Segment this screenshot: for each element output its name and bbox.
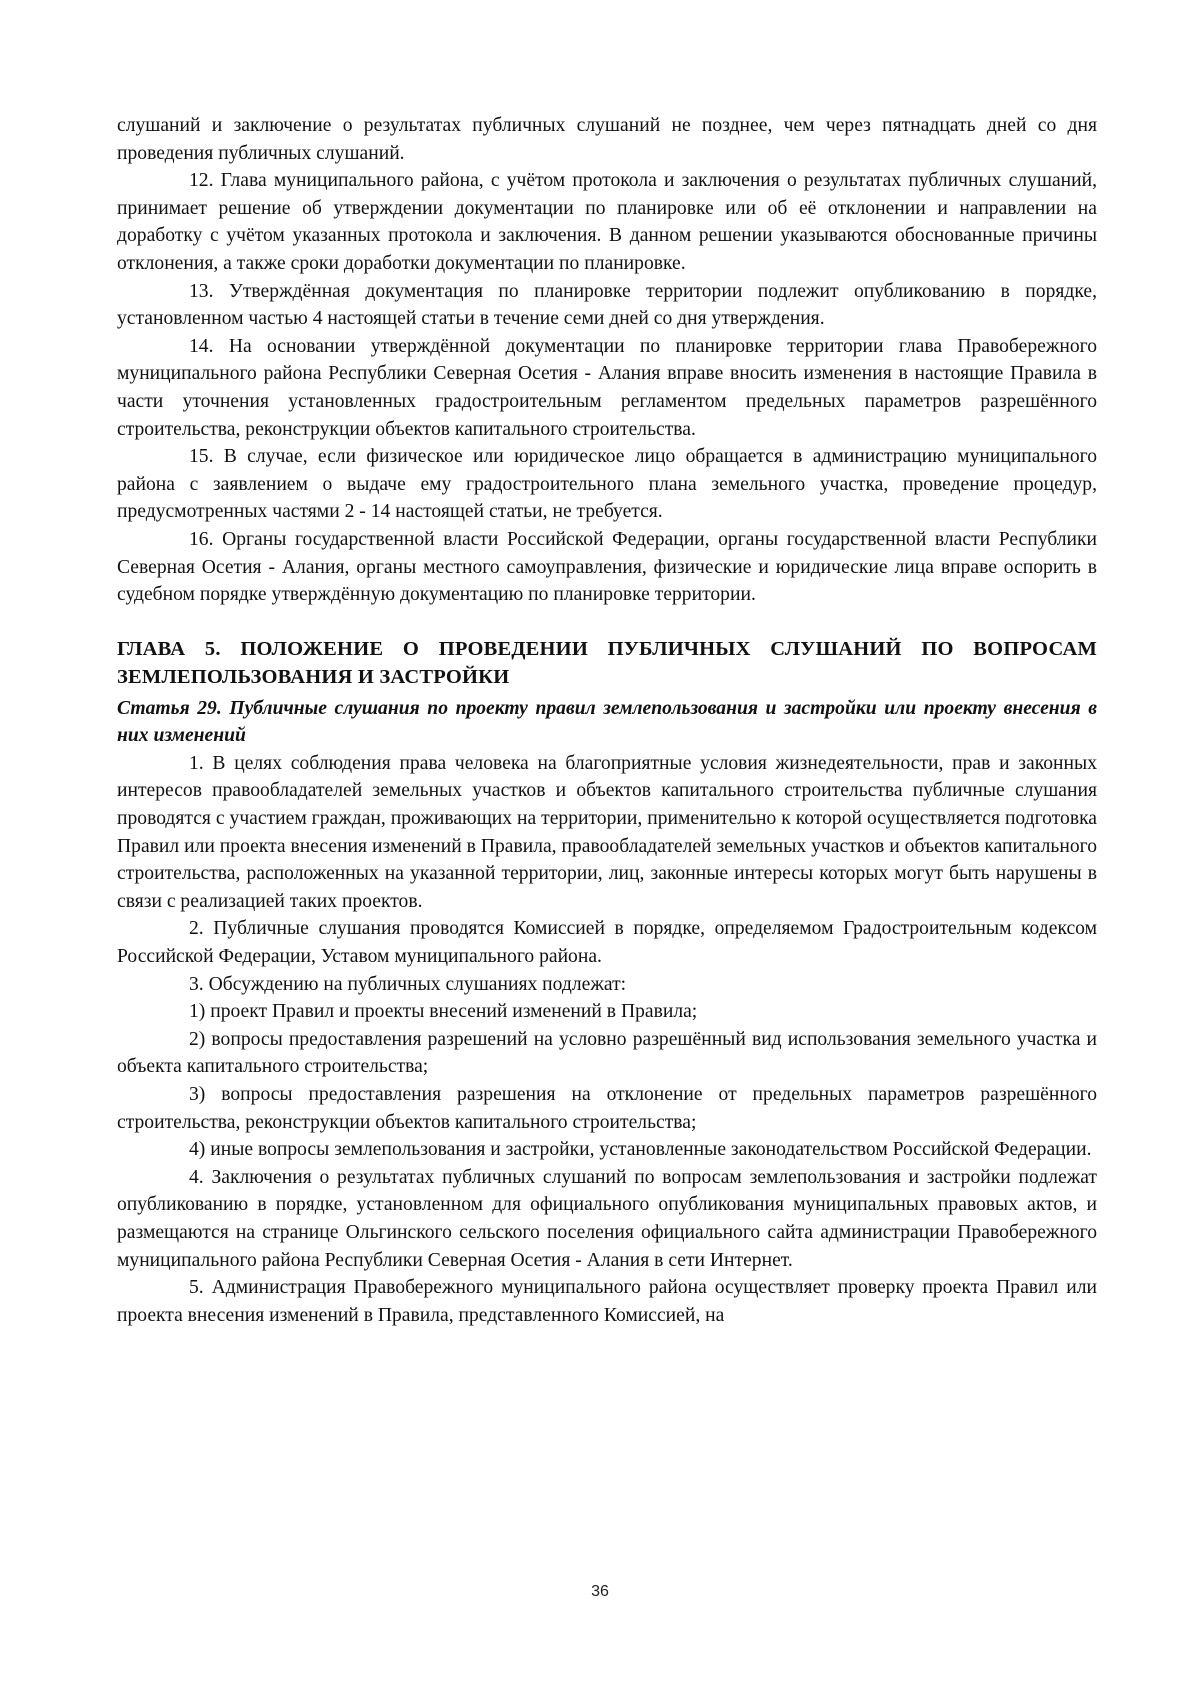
article-paragraph-4: 4. Заключения о результатах публичных слушаний по вопросам землепользования и застройки подлежат опубликованию в порядке, установленном для официального опубликования муниципальных правовых актов, и размещаются на странице Ольгинского сельского поселения официального сайта администрации Правобережного муниципального района Республики Северная Осетия - Алания в сети Интернет. — [117, 1166, 1097, 1271]
page-body — [117, 112, 1097, 1329]
list-item-2: 2) вопросы предоставления разрешений на условно разрешённый вид использования земельного участка и объекта капитального строительства; — [117, 1028, 1097, 1078]
lead-paragraph: слушаний и заключение о результатах публичных слушаний не позднее, чем через пятнадцать дней со дня проведения публичных слушаний. — [117, 115, 1097, 164]
page-number: 36 — [591, 1583, 609, 1600]
paragraph-13: 13. Утверждённая документация по планировке территории подлежит опубликованию в порядке, установленном частью 4 настоящей статьи в течение семи дней со дня утверждения. — [117, 280, 1097, 330]
list-item-3: 3) вопросы предоставления разрешения на отклонение от предельных параметров разрешённого строительства, реконструкции объектов капитального строительства; — [117, 1084, 1097, 1133]
paragraph-14: 14. На основании утверждённой документации по планировке территории глава Правобережного муниципального района Республики Северная Осетия - Алания вправе вносить изменения в настоящие Правила в части уточнения установленных градостроительным регламентом предельных параметров разрешённого строительства, реконструкции объектов капитального строительства. — [117, 335, 1097, 440]
list-item-4: 4) иные вопросы землепользования и застройки, установленные законодательством Российской Федерации. — [189, 1139, 1092, 1161]
article-paragraph-1: 1. В целях соблюдения права человека на благоприятные условия жизнедеятельности, прав и законных интересов правообладателей земельных участков и объектов капитального строительства публичные слушания проводятся с участием граждан, проживающих на территории, применительно к которой осуществляется подготовка Правил или проекта внесения изменений в Правила, правообладателей земельных участков и объектов капитального строительства, расположенных на указанной территории, лиц, законные интересы которых могут быть нарушены в связи с реализацией таких проектов. — [117, 752, 1097, 912]
article-heading: Статья 29. Публичные слушания по проекту правил землепользования и застройки или проекту внесения в них изменений — [117, 697, 1097, 747]
article-paragraph-2: 2. Публичные слушания проводятся Комиссией в порядке, определяемом Градостроительным кодексом Российской Федерации, Уставом муниципального района. — [117, 918, 1097, 968]
paragraph-12: 12. Глава муниципального района, с учётом протокола и заключения о результатах публичных слушаний, принимает решение об утверждении документации по планировке или об её отклонении и направлении на доработку с учётом указанных протокола и заключения. В данном решении указываются обоснованные причины отклонения, а также сроки доработки документации по планировке. — [117, 170, 1097, 274]
paragraph-15: 15. В случае, если физическое или юридическое лицо обращается в администрацию муниципального района с заявлением о выдаче ему градостроительного плана земельного участка, проведение процедур, предусмотренных частями 2 - 14 настоящей статьи, не требуется. — [117, 446, 1097, 523]
list-item-1: 1) проект Правил и проекты внесений изменений в Правила; — [189, 1001, 698, 1023]
article-paragraph-5: 5. Администрация Правобережного муниципального района осуществляет проверку проекта Правил или проекта внесения изменений в Правила, представленного Комиссией, на — [117, 1277, 1097, 1326]
article-paragraph-3: 3. Обсуждению на публичных слушаниях подлежат: — [189, 973, 627, 995]
paragraph-16: 16. Органы государственной власти Российской Федерации, органы государственной власти Республики Северная Осетия - Алания, органы местного самоуправления, физические и юридические лица вправе оспорить в судебном порядке утверждённую документацию по планировке территории. — [117, 528, 1097, 606]
chapter-heading: ГЛАВА 5. ПОЛОЖЕНИЕ О ПРОВЕДЕНИИ ПУБЛИЧНЫХ СЛУШАНИЙ ПО ВОПРОСАМ ЗЕМЛЕПОЛЬЗОВАНИЯ И ЗАСТРОЙКИ — [117, 637, 1097, 688]
